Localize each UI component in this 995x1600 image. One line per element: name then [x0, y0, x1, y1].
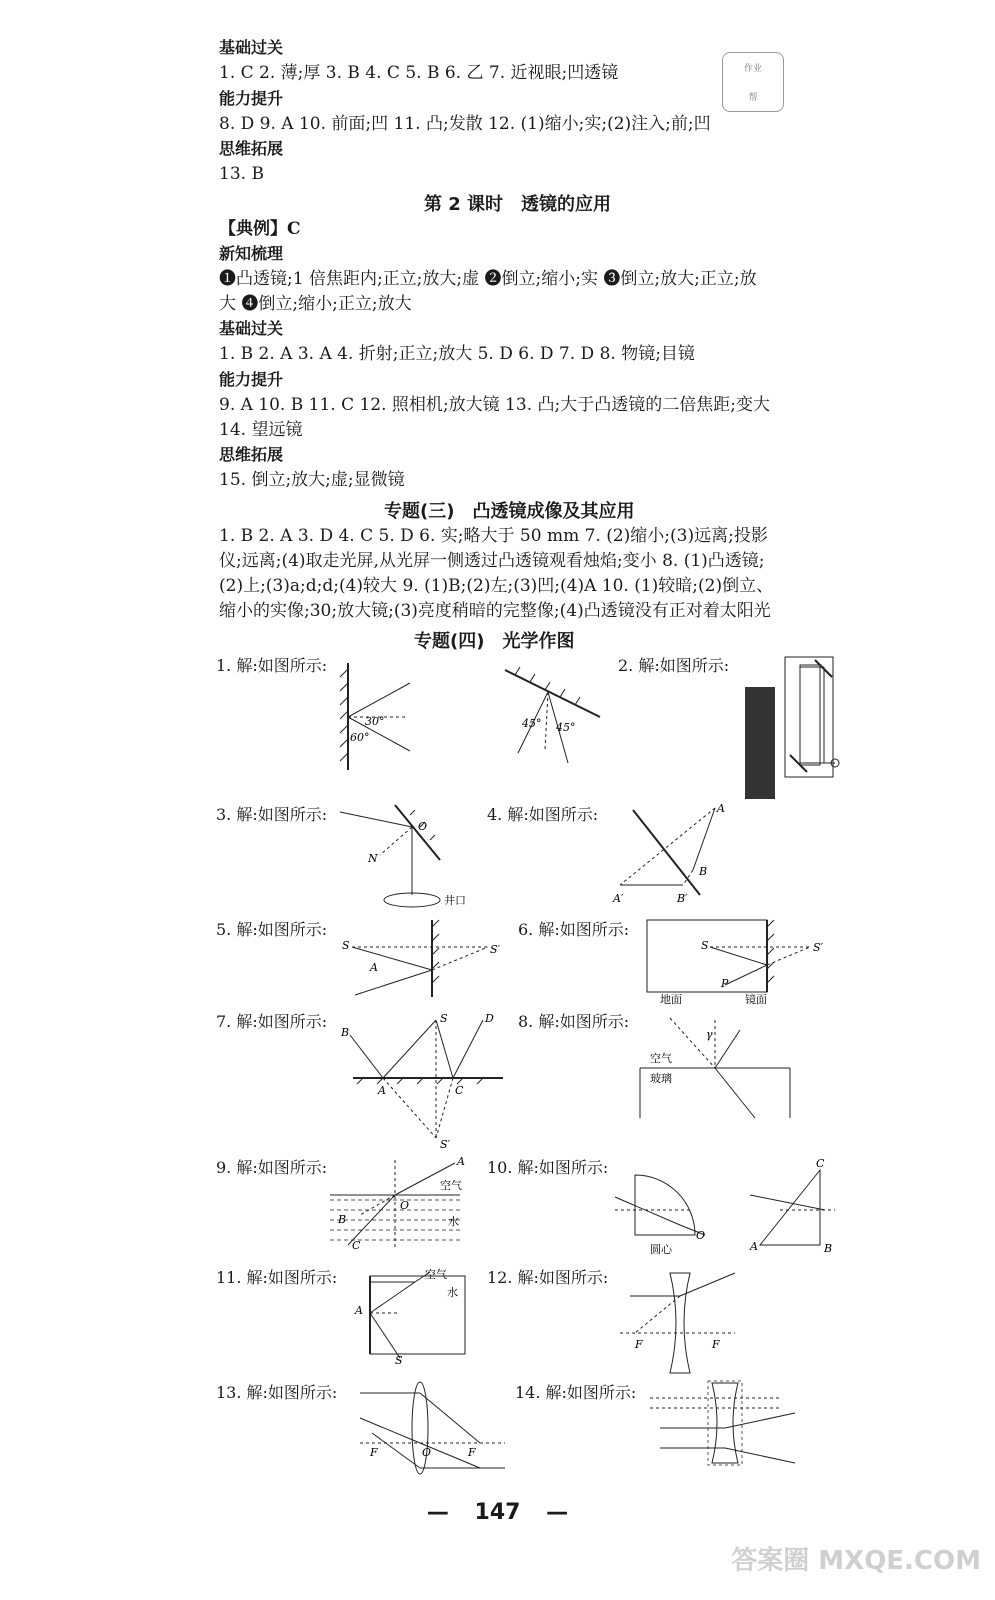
item-label: 1. 解:如图所示: — [216, 656, 328, 675]
angle-label: 30° — [365, 715, 385, 728]
point-label: D — [485, 1012, 494, 1025]
figure-13 — [360, 1378, 510, 1478]
answer-line: 大 ❹倒立;缩小;正立;放大 — [219, 294, 412, 314]
point-label: S′ — [440, 1138, 451, 1151]
answer-line: (2)上;(3)a;d;d;(4)较大 9. (1)B;(2)左;(3)凹;(4)A 10. (1)较暗;(2)倒立、 — [219, 576, 774, 596]
water-label: 水 — [448, 1215, 459, 1228]
item-label: 8. 解:如图所示: — [518, 1012, 630, 1031]
point-label: S — [342, 939, 350, 952]
mirror-label: 镜面 — [745, 993, 767, 1006]
angle-label: γ — [706, 1028, 713, 1041]
focus-label: F — [370, 1446, 378, 1459]
ground-label: 地面 — [660, 993, 682, 1006]
watermark: 答案圈 MXQE.COM — [731, 1546, 981, 1576]
figure-8 — [640, 1010, 800, 1122]
heading-think-1: 思维拓展 — [219, 139, 284, 158]
air-label: 空气 — [425, 1268, 447, 1281]
point-label: B — [824, 1242, 833, 1255]
angle-label: 60° — [350, 731, 370, 744]
figure-9 — [330, 1155, 470, 1250]
point-label: S′ — [490, 943, 501, 956]
figure-7 — [338, 1010, 513, 1152]
homework-stamp — [722, 52, 784, 112]
answer-line: 缩小的实像;30;放大镜;(3)亮度稍暗的完整像;(4)凸透镜没有正对着太阳光 — [219, 601, 771, 621]
answer-line: 14. 望远镜 — [219, 420, 303, 440]
item-label: 13. 解:如图所示: — [216, 1383, 338, 1402]
water-label: 水 — [447, 1286, 458, 1299]
heading-think-2: 思维拓展 — [219, 445, 284, 464]
answer-line: 15. 倒立;放大;虚;显微镜 — [219, 470, 405, 490]
point-label: C — [455, 1084, 464, 1097]
page-number-value: 147 — [474, 1500, 521, 1525]
figure-5 — [340, 915, 510, 1000]
stamp-text-1: 作业 — [743, 64, 762, 74]
answer-line: 仪;远离;(4)取走光屏,从光屏一侧透过凸透镜观看烛焰;变小 8. (1)凸透镜; — [219, 551, 765, 571]
point-label: A — [457, 1155, 465, 1168]
heading-ability-2: 能力提升 — [219, 370, 284, 389]
topic3-title: 专题(三) 凸透镜成像及其应用 — [384, 501, 635, 522]
point-label: A — [370, 961, 378, 974]
point-label: A — [355, 1304, 363, 1317]
item-label: 9. 解:如图所示: — [216, 1158, 328, 1177]
item-label: 14. 解:如图所示: — [515, 1383, 637, 1402]
point-label: S — [701, 939, 709, 952]
heading-new-knowledge: 新知梳理 — [219, 244, 284, 263]
point-label: S′ — [813, 941, 824, 954]
point-label: S — [440, 1012, 448, 1025]
answer-line: ❶凸透镜;1 倍焦距内;正立;放大;虚 ❷倒立;缩小;实 ❸倒立;放大;正立;放 — [219, 269, 757, 289]
point-label: B — [699, 865, 708, 878]
figure-11 — [345, 1268, 470, 1367]
figure-14 — [650, 1378, 800, 1473]
answer-line: 9. A 10. B 11. C 12. 照相机;放大镜 13. 凸;大于凸透镜的二倍焦距;变大 — [219, 395, 770, 415]
point-label: P — [721, 977, 729, 990]
center-label: 圆心 — [650, 1243, 672, 1256]
focus-label: F — [468, 1446, 476, 1459]
point-label: N — [368, 852, 378, 865]
item-label: 12. 解:如图所示: — [487, 1268, 609, 1287]
point-label: O — [696, 1229, 706, 1242]
angle-label: 45° — [556, 721, 576, 734]
dash-right: — — [546, 1500, 569, 1525]
point-label: B′ — [677, 892, 688, 905]
answer-line: 13. B — [219, 164, 264, 184]
item-label: 5. 解:如图所示: — [216, 920, 328, 939]
figure-2 — [740, 655, 840, 800]
lesson-title: 第 2 课时 透镜的应用 — [424, 194, 612, 215]
point-label: C — [816, 1157, 825, 1170]
focus-label: F — [712, 1338, 720, 1351]
point-label: O — [400, 1199, 410, 1212]
point-label: B — [338, 1213, 347, 1226]
point-label: A′ — [613, 892, 624, 905]
figure-6 — [645, 915, 830, 1007]
topic4-title: 专题(四) 光学作图 — [414, 631, 575, 652]
point-label: C — [352, 1239, 361, 1252]
item-label: 10. 解:如图所示: — [487, 1158, 609, 1177]
stamp-text-2: 帮 — [748, 93, 758, 103]
point-label: A — [378, 1084, 386, 1097]
center-label: O — [422, 1446, 432, 1459]
item-label: 6. 解:如图所示: — [518, 920, 630, 939]
angle-label: 45° — [522, 717, 542, 730]
item-label: 11. 解:如图所示: — [216, 1268, 338, 1287]
figure-10 — [610, 1155, 840, 1255]
well-label: 井口 — [444, 894, 466, 907]
answer-line: 8. D 9. A 10. 前面;凹 11. 凸;发散 12. (1)缩小;实;(2)注入;前;凹 — [219, 114, 711, 134]
air-label: 空气 — [650, 1052, 672, 1065]
glass-label: 玻璃 — [650, 1072, 672, 1085]
air-label: 空气 — [440, 1179, 462, 1192]
heading-ability-1: 能力提升 — [219, 89, 284, 108]
item-label: 3. 解:如图所示: — [216, 805, 328, 824]
figure-1 — [330, 655, 600, 775]
point-label: A — [750, 1240, 758, 1253]
point-label: A — [717, 802, 725, 815]
item-label: 7. 解:如图所示: — [216, 1012, 328, 1031]
focus-label: F — [635, 1338, 643, 1351]
page-number — [0, 1500, 995, 1525]
figure-12 — [620, 1268, 740, 1378]
answer-line: 1. B 2. A 3. D 4. C 5. D 6. 实;略大于 50 mm 7. (2)缩小;(3)远离;投影 — [219, 526, 768, 546]
heading-basic-2: 基础过关 — [219, 319, 284, 338]
heading-basic-1: 基础过关 — [219, 38, 284, 57]
answer-line: 1. C 2. 薄;厚 3. B 4. C 5. B 6. 乙 7. 近视眼;凹透镜 — [219, 63, 619, 83]
figure-3 — [340, 800, 466, 915]
item-label: 4. 解:如图所示: — [487, 805, 599, 824]
item-label: 2. 解:如图所示: — [618, 656, 730, 675]
figure-4 — [605, 800, 735, 910]
point-label: S — [395, 1354, 403, 1367]
point-label: O — [418, 820, 428, 833]
point-label: B — [341, 1026, 350, 1039]
answer-line: 1. B 2. A 3. A 4. 折射;正立;放大 5. D 6. D 7. D 8. 物镜;目镜 — [219, 344, 695, 364]
dash-left: — — [426, 1500, 449, 1525]
example-answer: 【典例】C — [219, 219, 301, 239]
